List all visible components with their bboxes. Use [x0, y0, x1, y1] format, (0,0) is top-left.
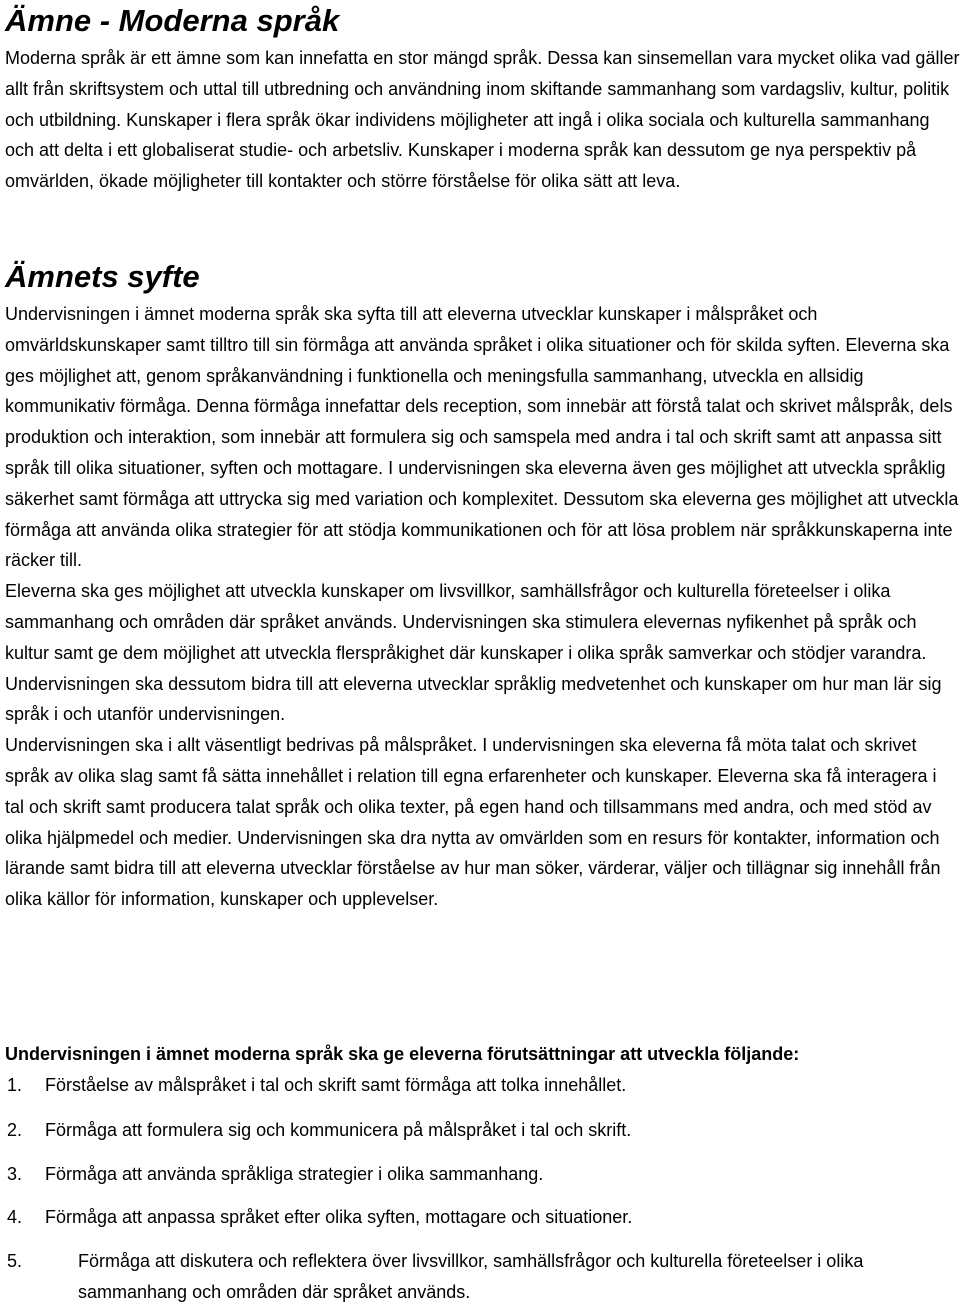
purpose-section	[5, 299, 960, 915]
goal-text: Förmåga att diskutera och reflektera över livsvillkor, samhällsfrågor och kulturella företeelser i olika sammanhang och områden där språket används.	[78, 1251, 864, 1302]
purpose-paragraph-2: Eleverna ska ges möjlighet att utveckla kunskaper om livsvillkor, samhällsfrågor och kulturella företeelser i olika sammanhang och områden där språket används. Undervisningen ska stimulera elevernas nyfikenhet på språk och kultur samt ge dem möjlighet att utveckla flerspråkighet där kunskaper i olika språk samverkar och stödjer varandra. Undervisningen ska dessutom bidra till att eleverna utvecklar språklig medvetenhet och kunskaper om hur man lär sig språk i och utanför undervisningen.	[5, 581, 942, 725]
goal-item	[5, 1159, 960, 1190]
goal-number: 1.	[7, 1075, 23, 1095]
goal-item	[5, 1202, 960, 1233]
goal-item	[5, 1070, 960, 1101]
intro-section	[5, 43, 960, 197]
goal-text: Förmåga att använda språkliga strategier i olika sammanhang.	[45, 1164, 544, 1184]
section-heading: Ämnets syfte	[5, 259, 200, 294]
goals-lead: Undervisningen i ämnet moderna språk ska ge eleverna förutsättningar att utveckla följande:	[5, 1044, 800, 1064]
goal-number: 3.	[7, 1164, 23, 1184]
goal-number: 5.	[7, 1251, 23, 1271]
goal-number: 4.	[7, 1207, 23, 1227]
page-title: Ämne - Moderna språk	[5, 3, 340, 38]
goal-text: Förståelse av målspråket i tal och skrift samt förmåga att tolka innehållet.	[45, 1075, 627, 1095]
purpose-paragraph-3: Undervisningen ska i allt väsentligt bedrivas på målspråket. I undervisningen ska eleverna få möta talat och skrivet språk av olika slag samt få sätta innehållet i relation till egna erfarenheter och kunskaper. Eleverna ska få interagera i tal och skrift samt producera talat språk och olika texter, på egen hand och tillsammans med andra, och med stöd av olika hjälpmedel och medier. Undervisningen ska dra nytta av omvärlden som en resurs för kontakter, information och lärande samt bidra till att eleverna utvecklar förståelse av hur man söker, värderar, väljer och tillägnar sig innehåll från olika källor för information, kunskaper och upplevelser.	[5, 735, 941, 910]
goal-text: Förmåga att anpassa språket efter olika syften, mottagare och situationer.	[45, 1207, 633, 1227]
goal-item	[5, 1246, 960, 1308]
goal-item	[5, 1115, 960, 1146]
goal-number: 2.	[7, 1120, 23, 1140]
goal-text: Förmåga att formulera sig och kommunicera på målspråket i tal och skrift.	[45, 1120, 632, 1140]
purpose-paragraph-1: Undervisningen i ämnet moderna språk ska syfta till att eleverna utvecklar kunskaper i målspråket och omvärldskunskaper samt tilltro till sin förmåga att använda språket i olika situationer och för skilda syften. Eleverna ska ges möjlighet att, genom språkanvändning i funktionella och meningsfulla sammanhang, utveckla en allsidig kommunikativ förmåga. Denna förmåga innefattar dels reception, som innebär att förstå talat och skrivet målspråk, dels produktion och interaktion, som innebär att formulera sig och samspela med andra i tal och skrift samt att anpassa sitt språk till olika situationer, syften och mottagare. I undervisningen ska eleverna även ges möjlighet att utveckla språklig säkerhet samt förmåga att uttrycka sig med variation och komplexitet. Dessutom ska eleverna ges möjlighet att utveckla förmåga att använda olika strategier för att stödja kommunikationen och för att lösa problem när språkkunskaperna inte räcker till.	[5, 304, 959, 571]
intro-paragraph: Moderna språk är ett ämne som kan innefatta en stor mängd språk. Dessa kan sinsemellan vara mycket olika vad gäller allt från skriftsystem och uttal till utbredning och användning inom skiftande sammanhang som vardagsliv, kultur, politik och utbildning. Kunskaper i flera språk ökar individens möjligheter att ingå i olika sociala och kulturella sammanhang och att delta i ett globaliserat studie- och arbetsliv. Kunskaper i moderna språk kan dessutom ge nya perspektiv på omvärlden, ökade möjligheter till kontakter och större förståelse för olika sätt att leva.	[5, 48, 960, 192]
